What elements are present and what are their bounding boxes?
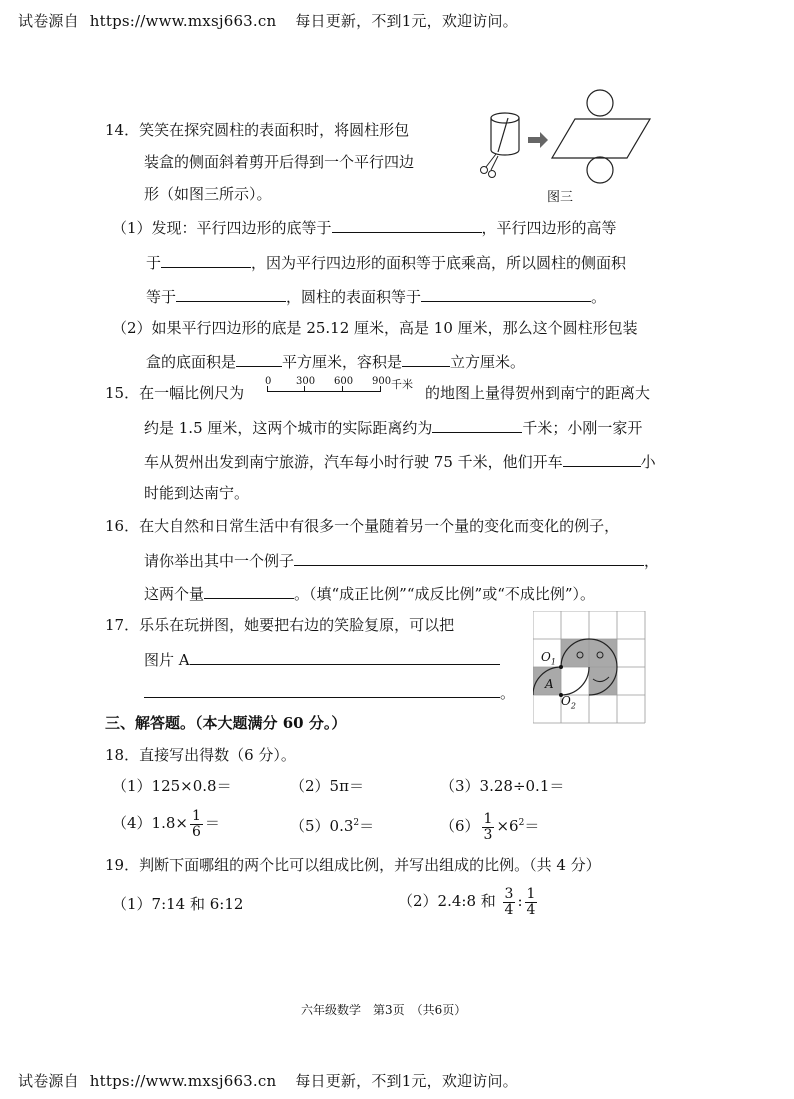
q16-line1: 16．在大自然和日常生活中有很多一个量随着另一个量的变化而变化的例子， [105, 517, 620, 535]
q14-part1-line3: 等于 ，圆柱的表面积等于 。 [146, 285, 606, 307]
q14-part1-line1: （1）发现：平行四边形的底等于 ，平行四边形的高等 [112, 216, 617, 238]
scissors-icon [481, 154, 499, 178]
blank-relationship[interactable] [204, 582, 294, 599]
scale-bar-line [267, 391, 380, 392]
q18-item1: （1）125×0.8＝ [112, 777, 232, 795]
label-o1: $O_1$ [541, 650, 556, 667]
top-banner [18, 10, 518, 31]
q15-line1a: 15．在一幅比例尺为 [105, 384, 245, 402]
q19-title: 19．判断下面哪组的两个比可以组成比例，并写出组成的比例。（共 4 分） [105, 856, 601, 874]
blank-surface-area[interactable] [421, 285, 591, 302]
q15-line4: 时能到达南宁。 [144, 484, 250, 502]
q14-line2: 装盒的侧面斜着剪开后得到一个平行四边 [144, 153, 415, 171]
q17-line2: 图片 A [144, 648, 500, 670]
parallelogram-net [552, 90, 650, 183]
label-o2: $O_2$ [561, 694, 576, 711]
q18-item4: （4）1.8× $\frac{1}{6}$ ＝ [112, 807, 220, 840]
q14-part1-line2: 于 ，因为平行四边形的面积等于底乘高，所以圆柱的侧面积 [146, 251, 626, 273]
q19-item2: （2）2.4:8 和 $\frac{3}{4}$ : $\frac{1}{4}$ [398, 885, 536, 918]
figure-3-caption: 图三 [547, 190, 574, 205]
q14-part2-line1: （2）如果平行四边形的底是 25.12 厘米，高是 10 厘米，那么这个圆柱形包装 [112, 319, 638, 337]
q16-line2: 请你举出其中一个例子 ， [144, 549, 659, 571]
scale-unit: 千米 [391, 378, 413, 391]
q17-line1: 17．乐乐在玩拼图，她要把右边的笑脸复原，可以把 [105, 616, 455, 634]
banner-url[interactable]: https://www.mxsj663.cn [89, 12, 277, 30]
page-footer: 六年级数学 第3页 （共6页） [301, 1003, 467, 1017]
bottom-banner [18, 1070, 518, 1091]
blank-volume[interactable] [402, 350, 450, 367]
q18-item2: （2）5π＝ [290, 777, 364, 795]
arrow-icon [528, 132, 548, 148]
blank-lateral-area[interactable] [176, 285, 286, 302]
q15-line3: 车从贺州出发到南宁旅游，汽车每小时行驶 75 千米，他们开车 小 [144, 450, 656, 472]
blank-example[interactable] [294, 549, 644, 566]
q14-line1: 14．笑笑在探究圆柱的表面积时，将圆柱形包 [105, 121, 410, 139]
q19-item1: （1）7:14 和 6:12 [112, 895, 244, 913]
banner-note-bottom: 每日更新，不到1元，欢迎访问。 [295, 1072, 518, 1090]
q16-line3: 这两个量 。（填“成正比例”“成反比例”或“不成比例”）。 [144, 582, 595, 604]
q15-line1b: 的地图上量得贺州到南宁的距离大 [425, 384, 651, 402]
blank-move-description-1[interactable] [190, 648, 500, 665]
banner-source: 试卷源自 [18, 12, 79, 30]
q15-line2: 约是 1.5 厘米，这两个城市的实际距离约为 千米；小刚一家开 [144, 416, 642, 438]
q18-item5: $(5)0.3^2=$ [290, 817, 375, 835]
q18-item6: （6） $\frac{1}{3}$ $\times 6^2=$ [440, 810, 540, 843]
banner-url-bottom[interactable]: https://www.mxsj663.cn [89, 1072, 277, 1090]
scale-tick-600: 600 [334, 376, 354, 387]
banner-source-bottom: 试卷源自 [18, 1072, 79, 1090]
scale-tick-300: 300 [296, 376, 316, 387]
scale-bar [265, 376, 421, 400]
blank-base-area[interactable] [236, 350, 282, 367]
blank-parallelogram-base[interactable] [332, 216, 482, 233]
label-piece-a: A [545, 677, 554, 691]
scale-tick-900: 900 [372, 376, 392, 387]
section-3-heading: 三、解答题。（本大题满分 60 分。） [105, 714, 347, 732]
q14-part2-line2: 盒的底面积是 平方厘米，容积是 立方厘米。 [146, 350, 525, 372]
q18-item3: （3）3.28÷0.1＝ [440, 777, 565, 795]
figure-3-cylinder-net [470, 88, 670, 188]
q17-line3: 。 [144, 681, 515, 703]
cylinder-icon [491, 113, 519, 155]
point-o1 [559, 665, 563, 669]
smiley-puzzle-grid [533, 611, 647, 725]
scale-tick-0: 0 [265, 376, 272, 387]
blank-parallelogram-height[interactable] [161, 251, 251, 268]
blank-move-description-2[interactable] [144, 681, 500, 698]
q18-title: 18．直接写出得数（6 分）。 [105, 746, 296, 764]
q14-line3: 形（如图三所示）。 [144, 185, 272, 203]
blank-actual-distance[interactable] [432, 416, 522, 433]
blank-hours[interactable] [563, 450, 641, 467]
banner-note: 每日更新，不到1元，欢迎访问。 [295, 12, 518, 30]
